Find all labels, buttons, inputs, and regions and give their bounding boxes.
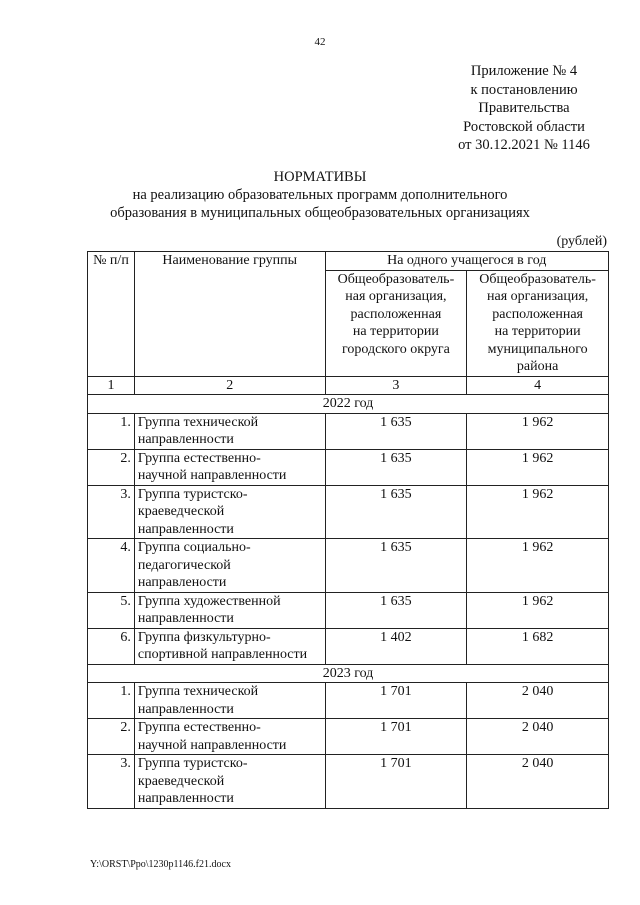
group-name-line: научной направленности [137, 468, 287, 483]
municipal-value: 1 962 [467, 592, 609, 628]
group-name-line: направленности [137, 791, 234, 806]
group-name-line: Группа туристско- [137, 486, 248, 502]
table-row [88, 719, 609, 755]
municipal-value: 2 040 [467, 719, 609, 755]
urban-value: 1 701 [325, 683, 467, 719]
group-name-line: направленности [137, 432, 234, 447]
norms-table [87, 251, 609, 809]
group-name-line: направленности [137, 701, 234, 717]
table-body [88, 395, 609, 809]
row-number: 2. [88, 719, 135, 755]
header-per-student: На одного учащегося в год [325, 252, 608, 271]
column-number: 4 [467, 376, 609, 395]
municipal-value: 1 682 [467, 628, 609, 664]
urban-value: 1 635 [325, 592, 467, 628]
urban-value: 1 701 [325, 719, 467, 755]
group-name [134, 755, 325, 809]
group-name-line: Группа физкультурно- [137, 629, 271, 645]
row-number: 2. [88, 449, 135, 485]
group-name [134, 683, 325, 719]
table-row [88, 628, 609, 664]
group-name-line: спортивной направленности [137, 647, 308, 662]
row-number: 3. [88, 755, 135, 809]
appendix-line: к постановлению [470, 81, 578, 98]
year-row [88, 395, 609, 414]
municipal-value: 2 040 [467, 755, 609, 809]
header-municipal: Общеобразователь- ная организация, расположенная на территории муниципального района [467, 270, 609, 376]
urban-value: 1 701 [325, 755, 467, 809]
group-name [134, 485, 325, 539]
year-label: 2022 год [88, 395, 609, 414]
group-name [134, 413, 325, 449]
row-number: 3. [88, 485, 135, 539]
group-name-line: Группа художественной [137, 593, 281, 609]
column-number-row [88, 376, 609, 395]
header-name: Наименование группы [134, 252, 325, 377]
group-name-line: Группа технической [137, 414, 259, 430]
table-row [88, 413, 609, 449]
table-row [88, 592, 609, 628]
municipal-value: 2 040 [467, 683, 609, 719]
urban-value: 1 635 [325, 449, 467, 485]
municipal-value: 1 962 [467, 449, 609, 485]
group-name-line: научной направленности [137, 737, 287, 753]
municipal-value: 1 962 [467, 413, 609, 449]
appendix-block [440, 62, 608, 155]
group-name-line: Группа технической [137, 684, 259, 699]
row-number: 1. [88, 683, 135, 719]
appendix-line: от 30.12.2021 № 1146 [458, 137, 590, 153]
page-number: 42 [314, 36, 326, 48]
row-number: 4. [88, 539, 135, 593]
group-name-line: Группа туристско- [137, 756, 248, 771]
urban-value: 1 635 [325, 485, 467, 539]
document-title [0, 168, 640, 222]
table-row [88, 485, 609, 539]
row-number: 6. [88, 628, 135, 664]
group-name-line: направленности [137, 521, 234, 537]
row-number: 5. [88, 592, 135, 628]
table-row [88, 755, 609, 809]
group-name-line: педагогической [137, 557, 231, 573]
title-line: образования в муниципальных общеобразовательных организациях [110, 205, 530, 221]
group-name-line: краеведческой [137, 504, 225, 519]
group-name [134, 449, 325, 485]
header-row [88, 252, 609, 271]
column-number: 3 [325, 376, 467, 395]
municipal-value: 1 962 [467, 539, 609, 593]
file-path-footer: Y:\ORST\Ppo\1230p1146.f21.docx [90, 859, 231, 870]
year-label: 2023 год [88, 664, 609, 683]
table-row [88, 539, 609, 593]
row-number: 1. [88, 413, 135, 449]
group-name-line: направлености [137, 575, 227, 590]
appendix-line: Правительства [478, 100, 570, 116]
table-row [88, 449, 609, 485]
group-name [134, 592, 325, 628]
header-number: № п/п [88, 252, 135, 377]
group-name [134, 628, 325, 664]
group-name-line: краеведческой [137, 773, 225, 789]
group-name [134, 719, 325, 755]
table-row [88, 683, 609, 719]
appendix-line: Ростовской области [463, 118, 585, 135]
group-name-line: Группа естественно- [137, 450, 261, 466]
year-row [88, 664, 609, 683]
appendix-line: Приложение № 4 [470, 63, 578, 79]
group-name [134, 539, 325, 593]
urban-value: 1 635 [325, 539, 467, 593]
municipal-value: 1 962 [467, 485, 609, 539]
group-name-line: Группа социально- [137, 540, 251, 555]
title-line: на реализацию образовательных программ дополнительного [132, 187, 508, 203]
header-urban: Общеобразователь- ная организация, расположенная на территории городского округа [325, 270, 467, 376]
group-name-line: Группа естественно- [137, 720, 261, 735]
urban-value: 1 402 [325, 628, 467, 664]
column-number: 1 [88, 376, 135, 395]
group-name-line: направленности [137, 611, 234, 626]
column-number: 2 [134, 376, 325, 395]
title-heading: НОРМАТИВЫ [273, 169, 367, 185]
urban-value: 1 635 [325, 413, 467, 449]
units-label: (рублей) [556, 234, 607, 249]
